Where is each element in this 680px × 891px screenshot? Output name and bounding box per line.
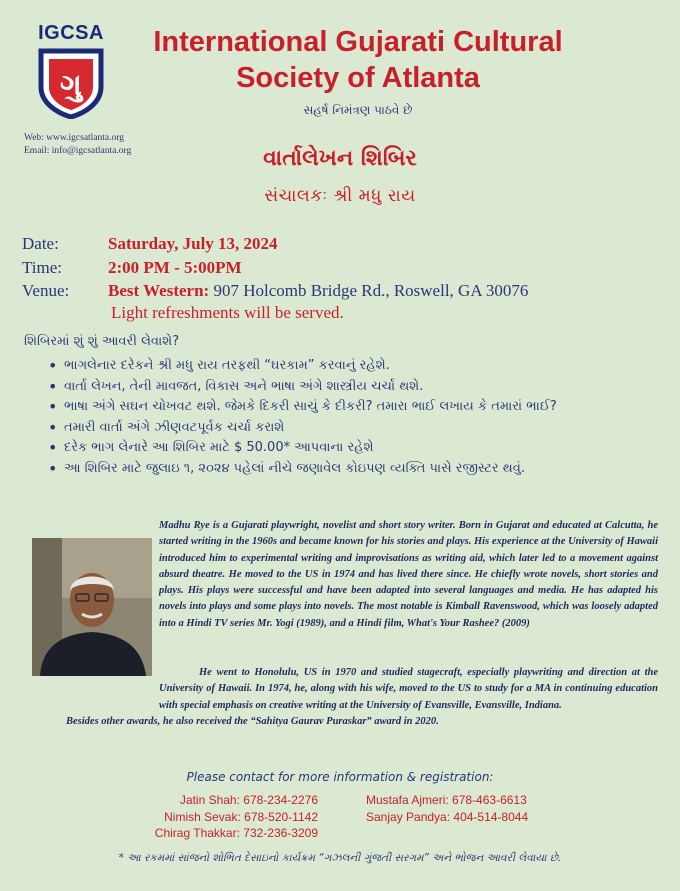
- topics-heading: શિબિરમાં શું શું આવરી લેવાશે?: [24, 334, 180, 349]
- list-item: • વાર્તા લેખન, તેની માવજત, વિકાસ અને ભાષા અંગે શાસ્ત્રીય ચર્ચા થશે.: [46, 377, 666, 398]
- bio-paragraph-1: Madhu Rye is a Gujarati playwright, novelist and short story writer. Born in Gujarat and educated at Calcutta, he started writing in the 1960s and became known for his stories and plays. His experience at the University of Hawaii introduced him to experimental writing and improvisations as writing aid, which later led to a movement against absurd theatre. He moved to the US in 1974 and has lived there since. He chiefly wrote novels, short stories and plays. His plays were successful and have been adapted into several languages and media. He has adapted his novels into plays and some plays into novels. The most notable is Kimball Ravenswood, which was loosely adapted into a Hindi TV series Mr. Yogi (1989), and a Hindi film, What's Your Rashee? (2009): [159, 520, 658, 629]
- title-line-2: Society of Atlanta: [236, 62, 480, 94]
- list-item: • તમારી વાર્તા અંગે ઝીણવટપૂર્વક ચર્ચા કરાશે: [46, 418, 666, 439]
- website-link[interactable]: Web: www.igcsatlanta.org: [24, 133, 125, 143]
- shield-letter: ગુ: [60, 68, 82, 103]
- time-row: [22, 256, 528, 280]
- contact-entry: Jatin Shah: 678-234-2276: [179, 793, 318, 807]
- email-link[interactable]: Email: info@igcsatlanta.org: [24, 146, 132, 156]
- workshop-title: વાર્તાલેખન શિબિર: [263, 146, 417, 171]
- venue-label: Venue:: [22, 281, 70, 300]
- time-label: Time:: [22, 257, 63, 277]
- contacts-right: [366, 792, 566, 825]
- title-line-1: International Gujarati Cultural: [153, 26, 563, 58]
- date-value: Saturday, July 13, 2024: [108, 234, 278, 253]
- refreshments-note: Light refreshments will be served.: [111, 303, 344, 322]
- list-item: • ભાગલેનાર દરેકને શ્રી મધુ રાય તરફથી “ઘરકામ” કરવાનું રહેશે.: [46, 356, 666, 377]
- contact-entry: Mustafa Ajmeri: 678-463-6613: [366, 793, 527, 807]
- contact-heading: Please contact for more information & registration:: [186, 770, 494, 784]
- date-row: [22, 232, 528, 256]
- list-item: • આ શિબિર માટે જુલાઇ ૧, ૨૦૨૪ પહેલાં નીચે જણાવેલ કોઇપણ વ્યક્તિ પાસે રજીસ્ટર થવું.: [46, 459, 666, 480]
- bio-paragraph-3: Besides other awards, he also received the “Sahitya Gaurav Puraskar” award in 2020.: [66, 715, 439, 727]
- event-info: [22, 232, 528, 303]
- venue-row: [22, 279, 528, 303]
- contacts-left: [138, 792, 318, 842]
- date-label: Date:: [22, 234, 59, 253]
- list-item: • દરેક ભાગ લેનારે આ શિબિર માટે $ 50.00* આપવાના રહેશે: [46, 438, 666, 459]
- topics-list: [46, 356, 666, 479]
- contact-entry: Sanjay Pandya: 404-514-8044: [366, 809, 529, 824]
- contact-entry: Chirag Thakkar: 732-236-3209: [154, 826, 318, 840]
- bio-paragraph-2: He went to Honolulu, US in 1970 and studied stagecraft, especially playwriting and direction at the University of Hawaii. In 1974, he, along with his wife, moved to the US to study for a MA in continuing education with special emphasis on creative writing at the University of Evansville, Evansville, Indiana.: [159, 667, 658, 711]
- author-bio: [24, 518, 658, 730]
- organizer: સંચાલકઃ શ્રી મધુ રાય: [264, 186, 416, 206]
- invitation-text: સહર્ષ નિમંત્રણ પાઠવે છે: [303, 103, 413, 117]
- venue-name: Best Western:: [108, 281, 210, 300]
- igcsa-logo: [24, 22, 118, 119]
- venue-address: 907 Holcomb Bridge Rd., Roswell, GA 30076: [209, 281, 529, 300]
- list-item: • ભાષા અંગે સઘન ચોખવટ થશે. જેમકે દિકરી સાચું કે દીકરી? તમારા ભાઈ લખાય કે તમારાં ભાઈ?: [46, 397, 666, 418]
- organization-title: [118, 24, 598, 96]
- footnote: * આ રકમમાં સાંજનો શોભિત દેસાઇનો કાર્યક્રમ “ગઝલની ગુંજતી સરગમ” અને ભોજન આવરી લેવાયા છે.: [118, 852, 562, 864]
- logo-text: IGCSA: [38, 22, 104, 44]
- shield-emblem-icon: [35, 47, 107, 119]
- time-value: 2:00 PM - 5:00PM: [108, 257, 242, 277]
- contact-entry: Nimish Sevak: 678-520-1142: [164, 809, 318, 824]
